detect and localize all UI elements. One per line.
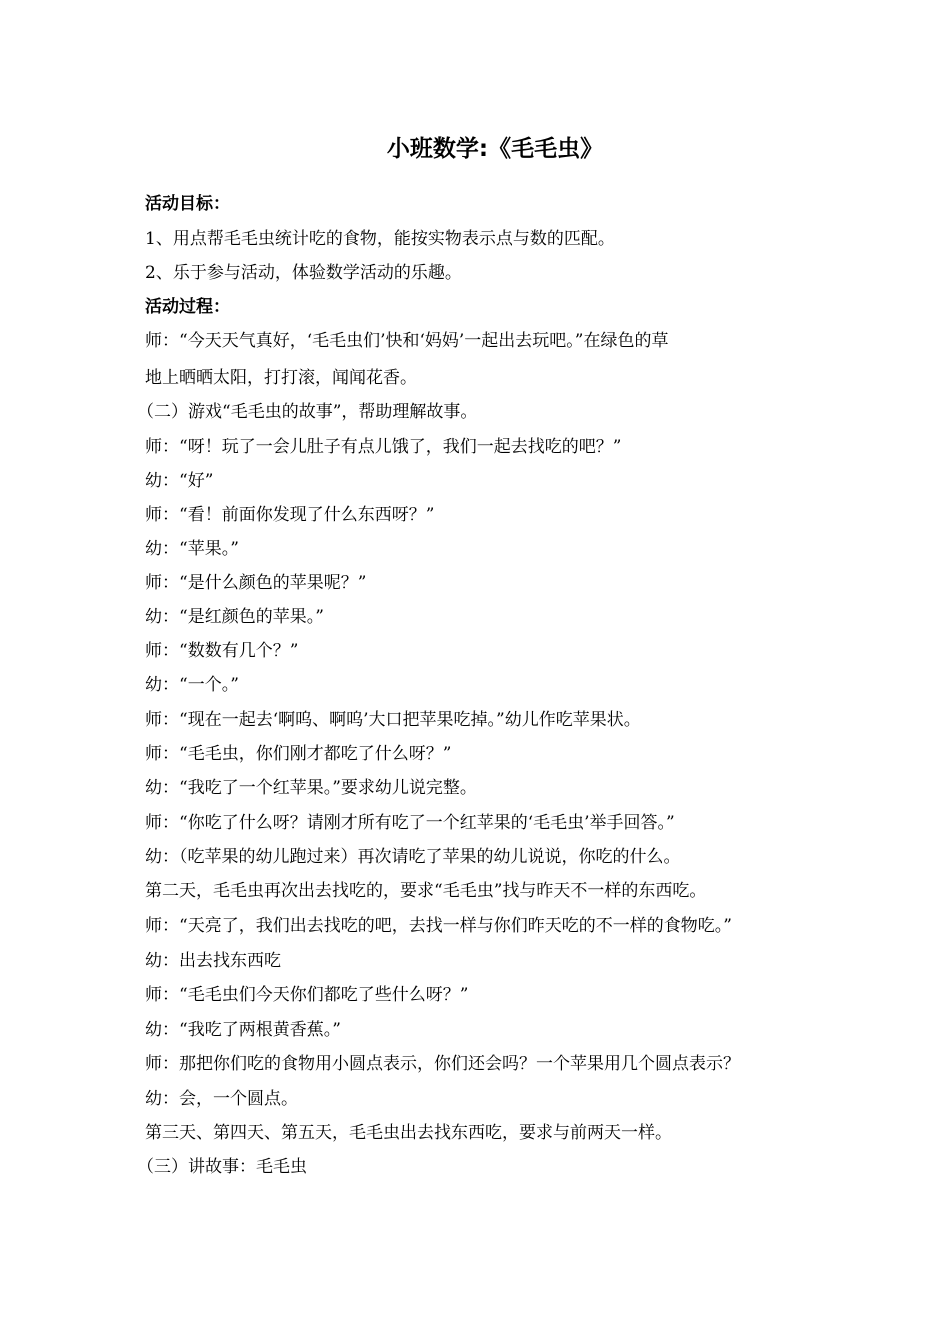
body-line: 师：“现在一起去‘啊呜、啊呜’大口把苹果吃掉。”幼儿作吃苹果状。 [145,710,641,730]
body-line: 幼：会，一个圆点。 [145,1089,298,1109]
document-title: 小班数学:《毛毛虫》 [386,136,604,162]
body-line: 2、乐于参与活动，体验数学活动的乐趣。 [145,263,462,283]
body-line: 师：“你吃了什么呀？请刚才所有吃了一个红苹果的‘毛毛虫’举手回答。” [145,813,675,833]
body-line: 师：“数数有几个？” [145,641,299,661]
body-line: 师：“看！前面你发现了什么东西呀？” [145,505,435,525]
section-heading: 活动目标： [145,194,230,214]
body-line: 师：“呀！玩了一会儿肚子有点儿饿了，我们一起去找吃的吧？” [145,437,622,457]
body-line: 师：“天亮了，我们出去找吃的吧，去找一样与你们昨天吃的不一样的食物吃。” [145,916,732,936]
body-line: 师：那把你们吃的食物用小圆点表示，你们还会吗？一个苹果用几个圆点表示？ [145,1054,740,1074]
section-heading: 活动过程： [145,297,230,317]
body-line: 师：“今天天气真好，‘毛毛虫们’快和‘妈妈’一起出去玩吧。”在绿色的草 [145,331,669,351]
body-line: 师：“是什么颜色的苹果呢？” [145,573,367,593]
body-line: 幼：出去找东西吃 [145,951,281,971]
body-line: 师：“毛毛虫们今天你们都吃了些什么呀？” [145,985,469,1005]
body-line: 幼：“一个。” [145,675,239,695]
body-line: 幼：“是红颜色的苹果。” [145,607,324,627]
body-line: 幼：“好” [145,471,214,491]
body-line: 师：“毛毛虫，你们刚才都吃了什么呀？” [145,744,452,764]
body-line: 1、用点帮毛毛虫统计吃的食物，能按实物表示点与数的匹配。 [145,229,615,249]
body-line: 幼：（吃苹果的幼儿跑过来）再次请吃了苹果的幼儿说说，你吃的什么。 [145,847,681,867]
body-line: （三）讲故事：毛毛虫 [137,1157,307,1177]
body-line: 幼：“我吃了一个红苹果。”要求幼儿说完整。 [145,778,477,798]
body-line: 幼：“苹果。” [145,539,239,559]
body-line: （二）游戏“毛毛虫的故事”，帮助理解故事。 [137,402,478,422]
body-line: 第二天，毛毛虫再次出去找吃的，要求“毛毛虫”找与昨天不一样的东西吃。 [145,881,707,901]
body-line: 第三天、第四天、第五天，毛毛虫出去找东西吃，要求与前两天一样。 [145,1123,672,1143]
body-line: 地上晒晒太阳，打打滚，闻闻花香。 [145,368,417,388]
body-line: 幼：“我吃了两根黄香蕉。” [145,1020,341,1040]
